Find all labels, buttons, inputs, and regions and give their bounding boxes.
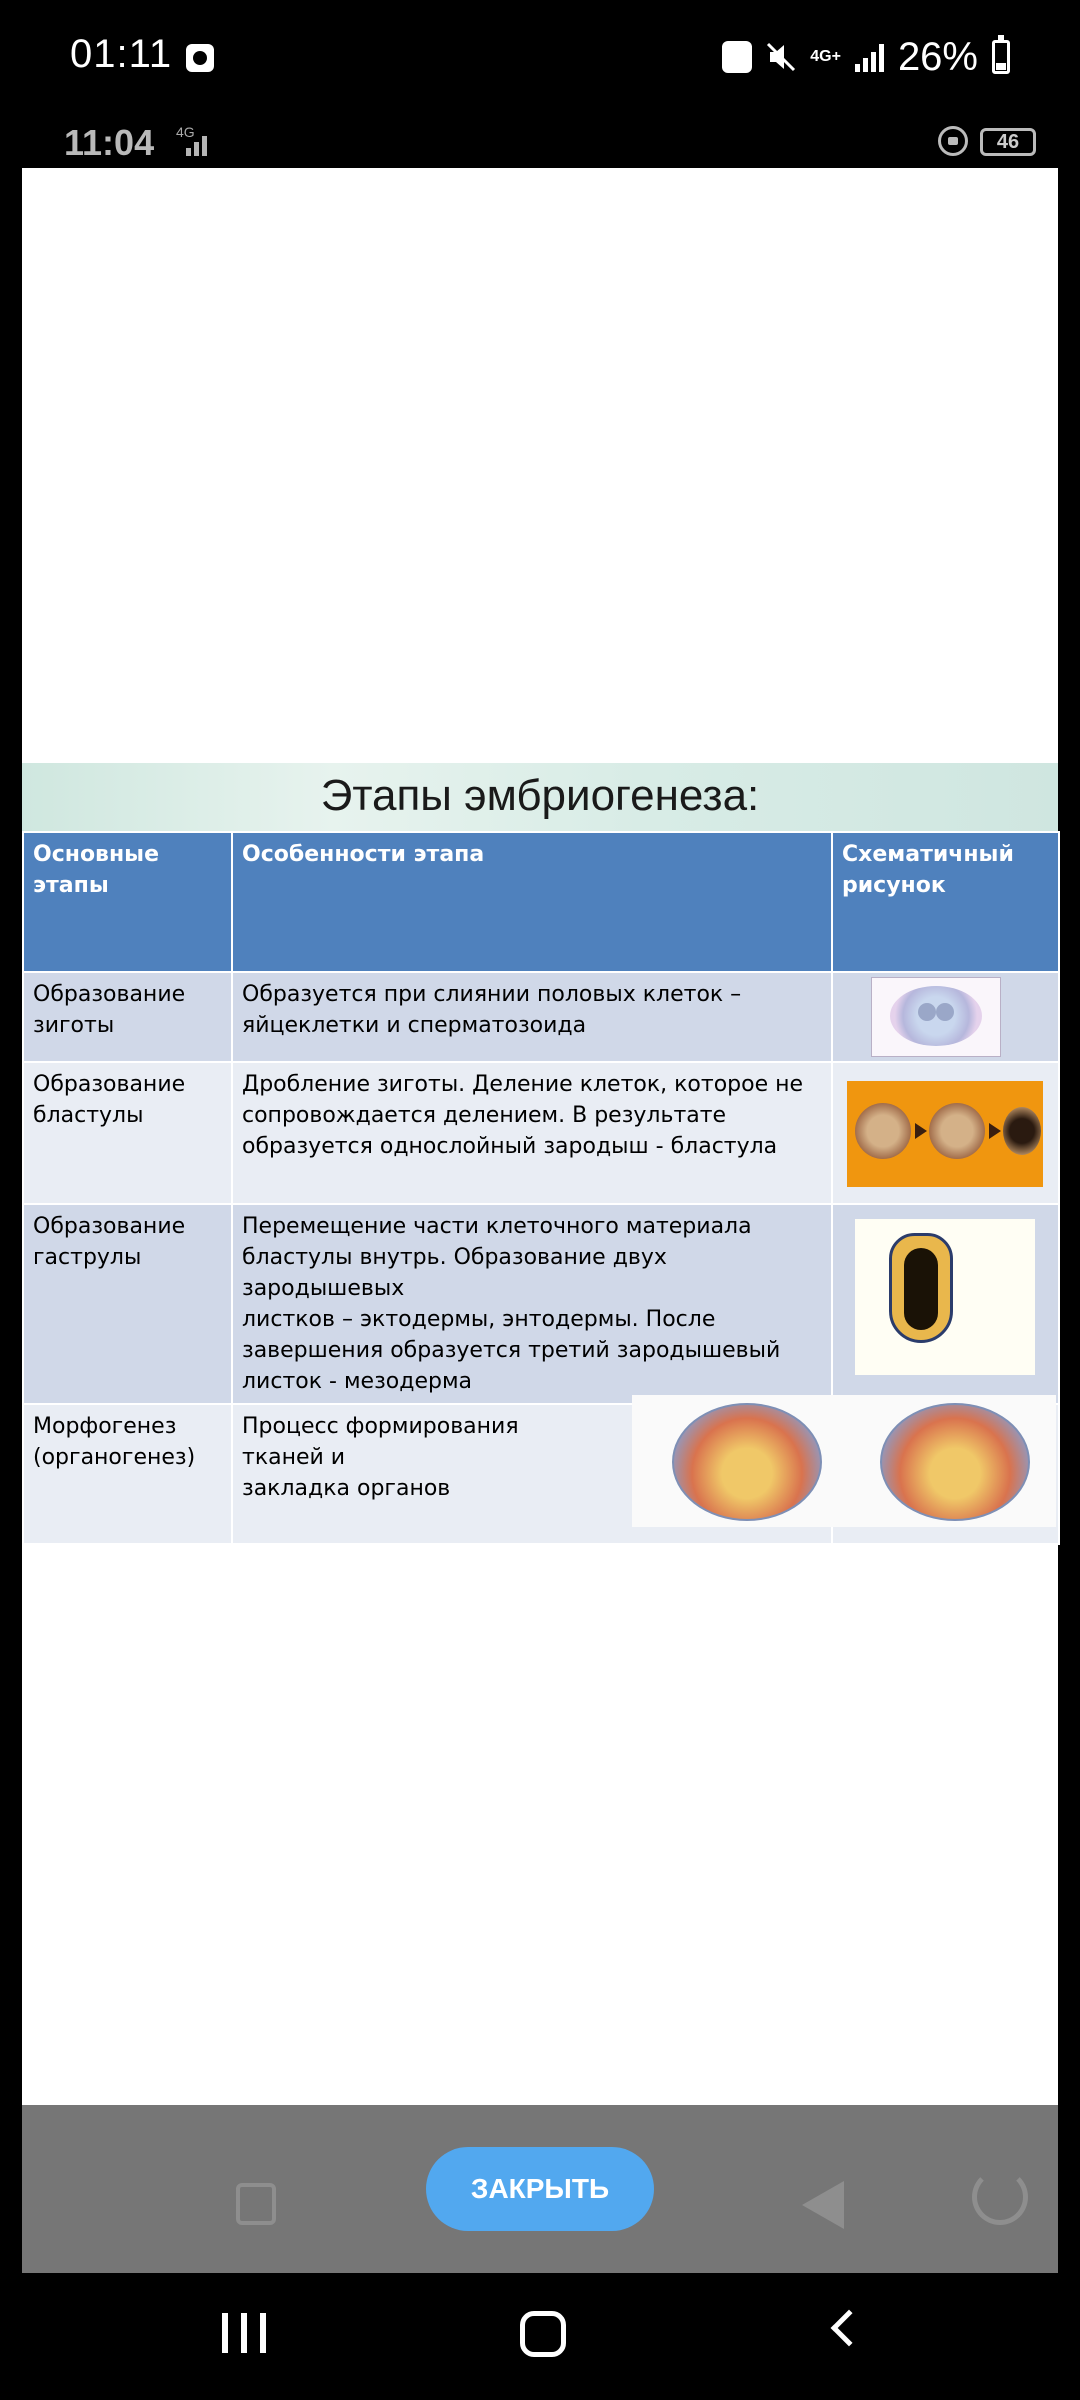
inner-network-type: 4G (176, 124, 195, 140)
description-cell: Процесс формирования тканей и закладка органов (232, 1404, 832, 1544)
mute-icon (766, 41, 796, 73)
header-stage: Основные этапы (23, 832, 232, 972)
description-cell: Образуется при слиянии половых клеток – яйцеклетки и сперматозоида (232, 972, 832, 1062)
stage-cell: Морфогенез (органогенез) (23, 1404, 232, 1544)
image-viewer[interactable] (22, 168, 1058, 2105)
picture-cell (832, 972, 1059, 1062)
blastula-image (847, 1081, 1043, 1187)
home-icon[interactable] (520, 2311, 566, 2357)
alarm-icon (186, 44, 214, 72)
header-description: Особенности этапа (232, 832, 832, 972)
slide-header (22, 763, 1058, 831)
close-button[interactable]: ЗАКРЫТЬ (426, 2147, 654, 2231)
description-cell: Дробление зиготы. Деление клеток, которое не сопровождается делением. В результате образуется однослойный зародыш - бластула (232, 1062, 832, 1204)
rotate-icon (972, 2169, 1028, 2225)
picture-cell (832, 1204, 1059, 1404)
lock-icon (722, 41, 752, 73)
network-type: 4G+ (810, 48, 841, 65)
table-row (23, 1204, 1059, 1404)
stage-cell: Образование зиготы (23, 972, 232, 1062)
status-icons (722, 32, 1010, 82)
stage-cell: Образование бластулы (23, 1062, 232, 1204)
navigation-bar (0, 2273, 1080, 2400)
status-time: 01:11 (70, 32, 173, 76)
gastrula-image (855, 1219, 1035, 1375)
inner-lock-icon (938, 126, 968, 156)
inner-signal-icon (186, 132, 207, 156)
table-row (23, 972, 1059, 1062)
stage-cell: Образование гаструлы (23, 1204, 232, 1404)
back-triangle-icon (802, 2181, 844, 2229)
zygote-image (871, 977, 1001, 1057)
organogenesis-image (632, 1395, 1056, 1527)
slide-title: Этапы эмбриогенеза: (320, 771, 760, 820)
back-icon[interactable] (831, 2310, 868, 2347)
battery-icon (992, 40, 1010, 74)
dialog-bar (22, 2105, 1058, 2273)
signal-icon (855, 42, 884, 72)
table-row (23, 1062, 1059, 1204)
picture-cell (832, 1062, 1059, 1204)
status-bar (0, 0, 1080, 118)
header-picture: Схематичный рисунок (832, 832, 1059, 972)
inner-status-time: 11:04 (64, 122, 155, 163)
recent-apps-icon[interactable] (222, 2313, 266, 2353)
description-cell: Перемещение части клеточного материала бластулы внутрь. Образование двух зародышевых листков – эктодермы, энтодермы. После завершения образуется третий зародышевый листок - мезодерма (232, 1204, 832, 1404)
slide (22, 763, 1058, 1706)
square-icon (236, 2183, 276, 2225)
battery-percent: 26% (897, 34, 978, 79)
inner-status-bar (0, 118, 1080, 168)
inner-battery-icon: 46 (980, 128, 1036, 156)
